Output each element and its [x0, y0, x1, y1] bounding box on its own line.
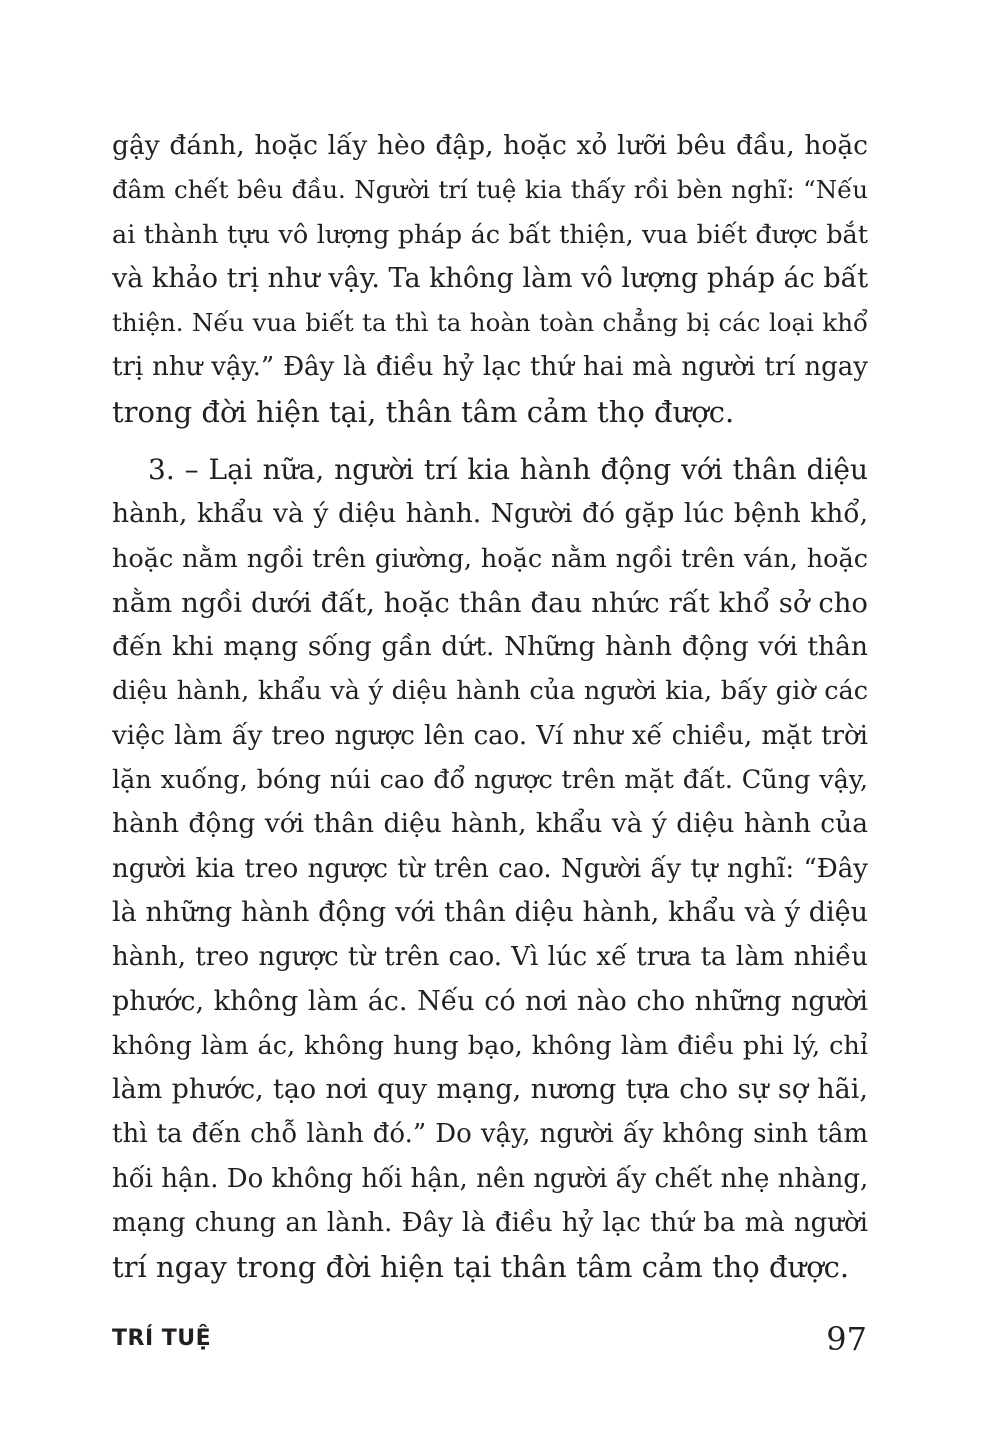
text-line: gậy đánh, hoặc lấy hèo đập, hoặc xỏ lưỡi bêu đầu, hoặc [112, 130, 868, 161]
text-line-indented: 3. – Lại nữa, người trí kia hành động với thân diệu [148, 453, 868, 486]
text-line: thì ta đến chỗ lành đó.” Do vậy, người ấy không sinh tâm [112, 1119, 868, 1150]
text-line: trong đời hiện tại, thân tâm cảm thọ được. [112, 394, 735, 429]
running-footer-title: TRÍ TUỆ [112, 1326, 212, 1351]
text-line: mạng chung an lành. Đây là điều hỷ lạc thứ ba mà người [112, 1208, 868, 1239]
text-line: việc làm ấy treo ngược lên cao. Ví như xế chiều, mặt trời [112, 720, 868, 751]
paragraph-2 [112, 448, 868, 1290]
text-line: phước, không làm ác. Nếu có nơi nào cho những người [112, 985, 868, 1017]
text-line: là những hành động với thân diệu hành, khẩu và ý diệu [112, 896, 868, 928]
text-line: và khảo trị như vậy. Ta không làm vô lượng pháp ác bất [112, 262, 869, 294]
text-line: hối hận. Do không hối hận, nên người ấy chết nhẹ nhàng, [112, 1163, 869, 1194]
page-number: 97 [826, 1320, 867, 1358]
text-line: không làm ác, không hung bạo, không làm điều phi lý, chỉ [112, 1030, 868, 1061]
text-line: người kia treo ngược từ trên cao. Người ấy tự nghĩ: “Đây [112, 853, 868, 884]
text-line: hành động với thân diệu hành, khẩu và ý diệu hành của [112, 808, 868, 840]
text-line: diệu hành, khẩu và ý diệu hành của người kia, bấy giờ các [112, 676, 868, 707]
text-line: hoặc nằm ngồi trên giường, hoặc nằm ngồi trên ván, hoặc [112, 543, 868, 574]
text-line: lặn xuống, bóng núi cao đổ ngược trên mặt đất. Cũng vậy, [112, 765, 868, 796]
text-line: đâm chết bêu đầu. Người trí tuệ kia thấy rồi bèn nghĩ: “Nếu [112, 175, 868, 205]
text-line: thiện. Nếu vua biết ta thì ta hoàn toàn chẳng bị các loại khổ [112, 308, 868, 338]
text-line: ai thành tựu vô lượng pháp ác bất thiện, vua biết được bắt [112, 219, 868, 250]
text-line: hành, khẩu và ý diệu hành. Người đó gặp lúc bệnh khổ, [112, 498, 868, 530]
text-line: hành, treo ngược từ trên cao. Vì lúc xế trưa ta làm nhiều [112, 942, 868, 973]
text-line: trị như vậy.” Đây là điều hỷ lạc thứ hai mà người trí ngay [112, 352, 868, 383]
text-line: trí ngay trong đời hiện tại thân tâm cảm thọ được. [112, 1250, 850, 1285]
paragraph-1 [112, 124, 868, 434]
text-line: đến khi mạng sống gần dứt. Những hành động với thân [112, 631, 868, 663]
text-line: làm phước, tạo nơi quy mạng, nương tựa cho sự sợ hãi, [112, 1074, 868, 1106]
text-line: nằm ngồi dưới đất, hoặc thân đau nhức rất khổ sở cho [112, 586, 868, 619]
